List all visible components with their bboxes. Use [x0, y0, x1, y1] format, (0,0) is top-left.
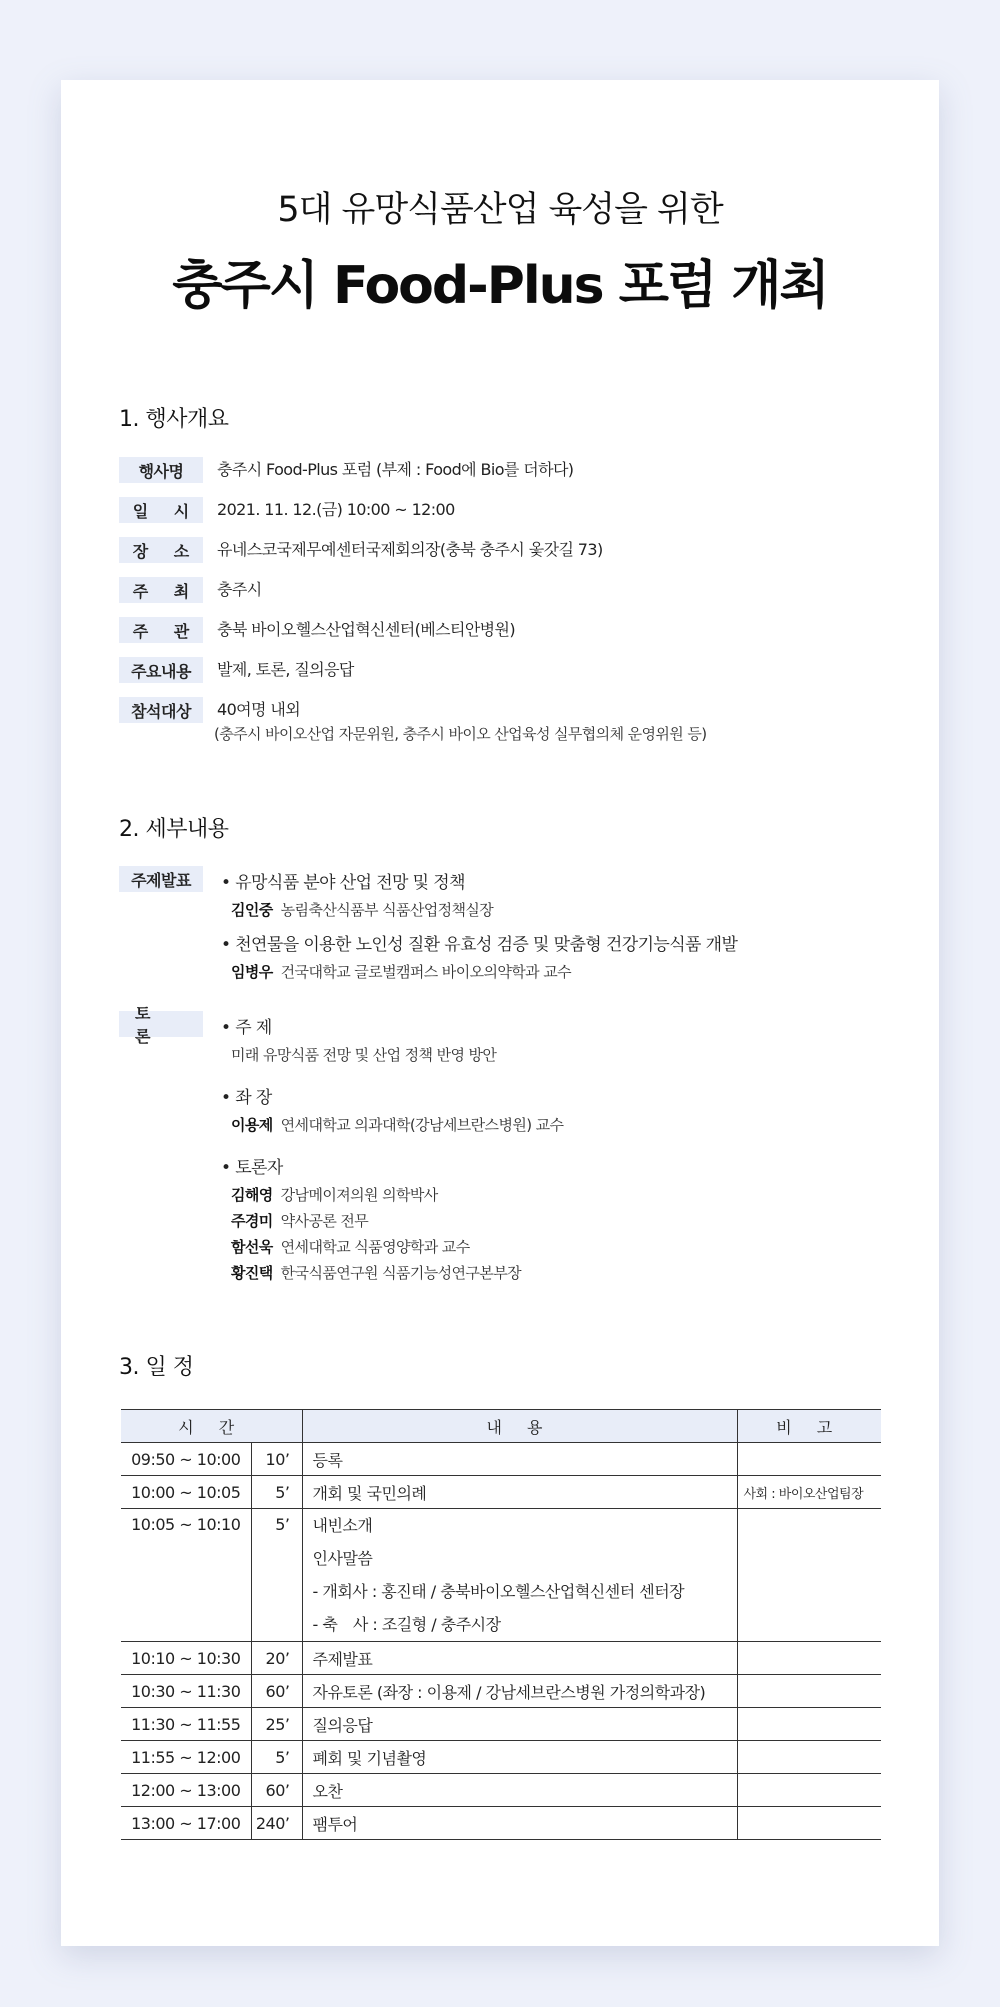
panelist-name: 함선욱 [231, 1238, 273, 1256]
overview-value: 발제, 토론, 질의응답 [217, 660, 354, 679]
presenter-name: 임병우 [231, 963, 273, 981]
panelist-4 [231, 1262, 521, 1283]
theme-bullet: • 주 제 [221, 1018, 272, 1038]
overview-row-venue [119, 537, 603, 563]
content-cell: 폐회 및 기념촬영 [302, 1741, 737, 1774]
time-cell: 10:10 ~ 10:30 [121, 1642, 251, 1675]
overview-value: 충주시 Food-Plus 포럼 (부제 : Food에 Bio를 더하다) [217, 460, 574, 479]
overview-value: 40여명 내외 [217, 700, 301, 719]
discussion-label: 토 론 [119, 1011, 203, 1037]
schedule-table [121, 1409, 881, 1840]
presenter-affiliation: 건국대학교 글로벌캠퍼스 바이오의약학과 교수 [280, 963, 571, 981]
presentation-tag-row [119, 866, 203, 892]
presenter-2 [231, 961, 571, 982]
time-cell: 10:30 ~ 11:30 [121, 1675, 251, 1708]
time-cell: 10:00 ~ 10:05 [121, 1476, 251, 1509]
schedule-heading: 3. 일 정 [119, 1355, 194, 1380]
overview-label: 주 관 [119, 617, 203, 643]
panelist-1 [231, 1184, 438, 1205]
overview-heading: 1. 행사개요 [119, 407, 229, 432]
panelist-affiliation: 연세대학교 식품영양학과 교수 [280, 1238, 470, 1256]
document-sheet [61, 80, 939, 1946]
duration-cell: 60’ [251, 1675, 302, 1708]
time-cell: 09:50 ~ 10:00 [121, 1443, 251, 1476]
presentation-topic-1: • 유망식품 분야 산업 전망 및 정책 [221, 873, 465, 893]
note-cell [737, 1807, 881, 1840]
presentation-topic-2: • 천연물을 이용한 노인성 질환 유효성 검증 및 맞춤형 건강기능식품 개발 [221, 935, 738, 955]
overview-row-name [119, 457, 573, 483]
note-cell [737, 1642, 881, 1675]
presenter-affiliation: 농림축산식품부 식품산업정책실장 [280, 901, 494, 919]
content-cell: 팸투어 [302, 1807, 737, 1840]
note-cell: 사회 : 바이오산업팀장 [737, 1476, 881, 1509]
discussion-tag-row [119, 1004, 203, 1046]
note-cell [737, 1774, 881, 1807]
overview-label: 일 시 [119, 497, 203, 523]
duration-cell: 240’ [251, 1807, 302, 1840]
overview-row-contents [119, 657, 354, 683]
time-cell: 10:05 ~ 10:10 [121, 1509, 251, 1642]
panelist-name: 김해영 [231, 1186, 273, 1204]
content-cell [302, 1509, 737, 1642]
overview-value: 충북 바이오헬스산업혁신센터(베스티안병원) [217, 620, 516, 639]
table-row [121, 1443, 881, 1476]
content-cell: 자유토론 (좌장 : 이용제 / 강남세브란스병원 가정의학과장) [302, 1675, 737, 1708]
presentation-label: 주제발표 [119, 866, 203, 892]
time-cell: 12:00 ~ 13:00 [121, 1774, 251, 1807]
duration-cell: 60’ [251, 1774, 302, 1807]
header-time: 시 간 [121, 1410, 302, 1443]
content-line: 내빈소개 [312, 1516, 373, 1535]
overview-label: 장 소 [119, 537, 203, 563]
overview-label: 주 최 [119, 577, 203, 603]
overview-value-note: (충주시 바이오산업 자문위원, 충주시 바이오 산업육성 실무협의체 운영위원 등) [214, 725, 707, 743]
theme-text: 미래 유망식품 전망 및 산업 정책 반영 방안 [231, 1046, 497, 1064]
note-cell [737, 1675, 881, 1708]
time-cell: 11:30 ~ 11:55 [121, 1708, 251, 1741]
note-cell [737, 1509, 881, 1642]
overview-value: 2021. 11. 12.(금) 10:00 ~ 12:00 [217, 500, 455, 519]
overview-row-attendees [119, 697, 707, 745]
page-subtitle: 5대 유망식품산업 육성을 위한 [277, 190, 723, 230]
duration-cell: 5’ [251, 1476, 302, 1509]
content-cell: 개회 및 국민의례 [302, 1476, 737, 1509]
header-note: 비 고 [737, 1410, 881, 1443]
overview-label: 참석대상 [119, 697, 203, 723]
table-row [121, 1774, 881, 1807]
overview-label: 행사명 [119, 457, 203, 483]
presenter-name: 김인중 [231, 901, 273, 919]
chair-name: 이용제 [231, 1116, 273, 1134]
details-heading: 2. 세부내용 [119, 817, 229, 842]
table-row [121, 1708, 881, 1741]
panelist-affiliation: 강남메이져의원 의학박사 [280, 1186, 438, 1204]
overview-row-organizer [119, 617, 515, 643]
schedule-header-row [121, 1410, 881, 1443]
table-row [121, 1675, 881, 1708]
table-row [121, 1509, 881, 1642]
overview-value: 충주시 [217, 580, 262, 599]
presenter-1 [231, 899, 493, 920]
chair-bullet: • 좌 장 [221, 1088, 272, 1108]
duration-cell: 20’ [251, 1642, 302, 1675]
note-cell [737, 1741, 881, 1774]
content-cell: 질의응답 [302, 1708, 737, 1741]
table-row [121, 1741, 881, 1774]
duration-cell: 10’ [251, 1443, 302, 1476]
duration-cell: 5’ [251, 1741, 302, 1774]
time-cell: 11:55 ~ 12:00 [121, 1741, 251, 1774]
overview-row-host [119, 577, 262, 603]
table-row [121, 1807, 881, 1840]
page-title: 충주시 Food-Plus 포럼 개최 [172, 256, 828, 316]
header-content: 내 용 [302, 1410, 737, 1443]
table-row [121, 1476, 881, 1509]
panelist-affiliation: 약사공론 전무 [280, 1212, 369, 1230]
content-line: 인사말씀 [312, 1549, 373, 1568]
content-cell: 주제발표 [302, 1642, 737, 1675]
overview-label: 주요내용 [119, 657, 203, 683]
overview-value-block [214, 697, 707, 745]
time-cell: 13:00 ~ 17:00 [121, 1807, 251, 1840]
note-cell [737, 1708, 881, 1741]
chair-affiliation: 연세대학교 의과대학(강남세브란스병원) 교수 [280, 1116, 564, 1134]
content-line: - 축 사 : 조길형 / 충주시장 [312, 1615, 501, 1634]
panelist-name: 주경미 [231, 1212, 273, 1230]
duration-cell: 25’ [251, 1708, 302, 1741]
content-line: - 개회사 : 홍진태 / 충북바이오헬스산업혁신센터 센터장 [312, 1582, 685, 1601]
note-cell [737, 1443, 881, 1476]
overview-value: 유네스코국제무예센터국제회의장(충북 충주시 옻갓길 73) [217, 540, 603, 559]
panelist-affiliation: 한국식품연구원 식품기능성연구본부장 [280, 1264, 521, 1282]
table-row [121, 1642, 881, 1675]
chair-person [231, 1114, 563, 1135]
panel-bullet: • 토론자 [221, 1158, 283, 1178]
panelist-3 [231, 1236, 470, 1257]
overview-row-date [119, 497, 455, 523]
panelist-2 [231, 1210, 368, 1231]
panelist-name: 황진택 [231, 1264, 273, 1282]
content-cell: 등록 [302, 1443, 737, 1476]
duration-cell: 5’ [251, 1509, 302, 1642]
content-cell: 오찬 [302, 1774, 737, 1807]
